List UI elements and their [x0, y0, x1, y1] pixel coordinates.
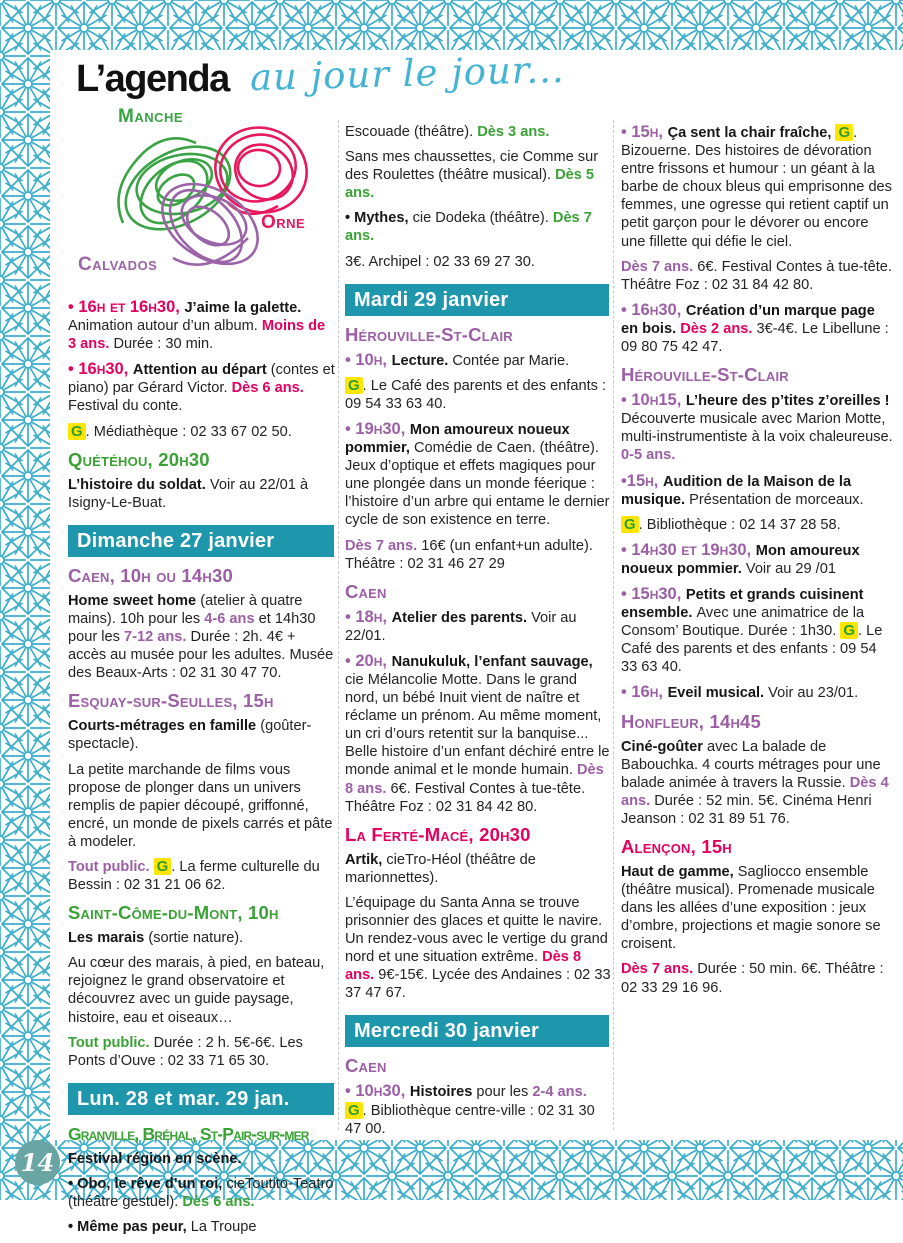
- gratuit-badge: G: [345, 377, 363, 394]
- text-segment: (goûter-spectacle).: [68, 718, 312, 753]
- text-segment: 7-12 ans.: [123, 629, 191, 646]
- column-divider: [613, 120, 614, 1130]
- event-paragraph: [68, 1218, 336, 1236]
- event-paragraph: [345, 894, 611, 1003]
- text-segment: Avec une animatrice de la Consom’ Boutique. Durée : 1h30.: [621, 605, 865, 640]
- event-paragraph: [68, 360, 336, 415]
- event-paragraph: [68, 954, 336, 1026]
- text-segment: Lecture.: [391, 352, 453, 369]
- event-paragraph: [68, 761, 336, 851]
- event-paragraph: [345, 123, 611, 141]
- event-paragraph: [345, 652, 611, 816]
- agenda-column-2: [345, 117, 611, 1145]
- text-segment: 3€. Archipel : 02 33 69 27 30.: [345, 253, 535, 270]
- text-segment: Audition de la Maison de la musique.: [621, 473, 852, 508]
- event-paragraph: [68, 1034, 336, 1070]
- text-segment: Dès 6 ans.: [231, 380, 304, 397]
- text-segment: Courts-métrages en famille: [68, 718, 261, 735]
- page-number-badge: 14: [15, 1140, 60, 1185]
- event-paragraph: [621, 301, 893, 356]
- text-segment: L’équipage du Santa Anna se trouve prisonnier des glaces et quitte le navire. Un rendez-vous avec le vertige du grand nord et une situation extrême.: [345, 894, 608, 966]
- gratuit-badge: G: [835, 124, 853, 141]
- event-paragraph: [68, 717, 336, 753]
- text-segment: Durée : 52 min. 5€. Cinéma Henri Jeanson : 02 31 89 51 76.: [621, 792, 872, 827]
- venue-header: Caen: [345, 1055, 387, 1077]
- text-segment: • 10h30,: [345, 1082, 410, 1101]
- venue-header: Quétéhou, 20h30: [68, 448, 210, 470]
- text-segment: • 15h,: [621, 123, 668, 141]
- venue-header: La Ferté-Macé, 20h30: [345, 823, 531, 845]
- event-paragraph: [621, 516, 893, 534]
- text-segment: J’aime la galette.: [184, 300, 302, 316]
- event-paragraph: [345, 148, 611, 202]
- day-header: Mardi 29 janvier: [345, 284, 609, 316]
- map-label-calvados: Calvados: [78, 254, 158, 275]
- text-segment: cieTro-Héol (théâtre de marionnettes).: [345, 851, 536, 886]
- text-segment: La Troupe: [190, 1219, 257, 1236]
- text-segment: Tout public.: [68, 1034, 154, 1051]
- day-header: Lun. 28 et mar. 29 jan.: [68, 1083, 334, 1115]
- text-segment: cie Dodeka (théâtre).: [412, 210, 553, 227]
- day-header: Dimanche 27 janvier: [68, 525, 334, 557]
- text-segment: • 16h et 16h30,: [68, 298, 185, 316]
- column-divider: [338, 120, 339, 1130]
- event-paragraph: [68, 858, 336, 894]
- venue-header: Hérouville-St-Clair: [621, 364, 789, 386]
- text-segment: •15h,: [621, 471, 663, 490]
- text-segment: Nanukuluk, l’enfant sauvage,: [391, 653, 593, 670]
- text-segment: Dès 2 ans.: [680, 320, 757, 337]
- text-segment: Mon amoureux noueux pommier,: [345, 421, 570, 457]
- event-paragraph: [68, 476, 336, 512]
- event-paragraph: [345, 420, 611, 530]
- venue-header: Caen: [345, 580, 387, 602]
- gratuit-badge: G: [68, 423, 86, 440]
- text-segment: Dès 7 ans.: [621, 258, 698, 275]
- text-segment: Festival région en scène.: [68, 1150, 242, 1167]
- text-segment: Mon amoureux noueux pommier.: [621, 542, 860, 577]
- text-segment: • 16h30,: [621, 300, 686, 319]
- text-segment: • 16h30,: [68, 360, 133, 379]
- page-title: L’agenda: [76, 58, 229, 100]
- text-segment: Comédie de Caen. (théâtre). Jeux d’optique et effets magiques pour une plongée dans un monde féerique : l’histoire d’un arbre qui entame le dernier cycle de son existence en terre.: [345, 440, 610, 529]
- text-segment: Création d’un marque page en bois.: [621, 302, 875, 337]
- event-paragraph: [621, 585, 893, 676]
- text-segment: Tout public.: [68, 858, 154, 875]
- event-paragraph: [621, 472, 893, 509]
- text-segment: • Même pas peur,: [68, 1219, 191, 1236]
- text-segment: Dès 8 ans.: [345, 949, 582, 984]
- text-segment: 0-5 ans.: [621, 447, 676, 464]
- text-segment: (sortie nature).: [148, 930, 244, 947]
- text-segment: • 14h30 et 19h30,: [621, 540, 756, 559]
- text-segment: Histoires: [409, 1084, 477, 1101]
- text-segment: (contes et piano) par Gérard Victor.: [68, 362, 335, 397]
- event-paragraph: [345, 351, 611, 370]
- text-segment: . Bibliothèque : 02 14 37 28 58.: [638, 516, 841, 533]
- day-header: Mercredi 30 janvier: [345, 1015, 609, 1047]
- manche-scribble: [112, 130, 245, 246]
- text-segment: Escouade (théâtre).: [345, 124, 478, 140]
- event-paragraph: [68, 1150, 336, 1168]
- text-segment: La petite marchande de films vous propose de plonger dans un univers remplis de papier découpé, griffonné, encré, un monde de pixels carrés et pâte à modeler.: [68, 761, 333, 850]
- text-segment: . Bizouerne. Des histoires de dévoration entre frissons et humour : un géant à la barbe de choux bleus qui emprisonne des femmes, une ogresse qui retient captif un petit garçon pour le dévorer ou encore une fillette qui défie le ciel.: [621, 125, 892, 250]
- text-segment: Voir au 23/01.: [768, 685, 859, 702]
- text-segment: 6€. Festival Contes à tue-tête. Théâtre Foz : 02 31 84 42 80.: [345, 780, 586, 815]
- event-paragraph: [345, 1082, 611, 1137]
- venue-header: Esquay-sur-Seulles, 15h: [68, 690, 274, 712]
- text-segment: Home sweet home: [68, 592, 201, 609]
- text-segment: Les marais: [68, 930, 149, 947]
- text-segment: cieToutito-Teatro (théâtre gestuel).: [68, 1175, 334, 1210]
- venue-header: Caen, 10h ou 14h30: [68, 564, 233, 586]
- venue-header: Hérouville-St-Clair: [345, 323, 513, 345]
- event-paragraph: [68, 592, 336, 682]
- text-segment: 6€. Festival Contes à tue-tête. Théâtre Foz : 02 31 84 42 80.: [621, 258, 892, 293]
- text-segment: Festival du conte.: [68, 398, 183, 415]
- orne-scribble: [204, 116, 317, 224]
- event-paragraph: [345, 209, 611, 245]
- venue-header: Honfleur, 14h45: [621, 710, 762, 732]
- text-segment: cie Mélancolie Motte. Dans le grand nord, un bébé Inuit vient de naître et réclame un prénom. Au même moment, un cri d’ours retentit sur la banquise... Belle histoire d’un enfant déchiré entre le monde animal et le monde humain.: [345, 671, 610, 779]
- text-segment: pour les: [476, 1084, 533, 1101]
- text-segment: 3€-4€. Le Libellune : 09 80 75 42 47.: [621, 320, 889, 356]
- venue-header: Saint-Côme-du-Mont, 10h: [68, 902, 279, 924]
- event-paragraph: [68, 1175, 336, 1211]
- text-segment: Voir au 22/01 à Isigny-Le-Buat.: [68, 476, 309, 511]
- text-segment: L’heure des p’tites z’oreilles !: [685, 393, 890, 410]
- text-segment: Sagliocco ensemble (théâtre musical). Promenade musicale dans les allées d’une exposition : jeux d’ombre, projections et magie sonore se croisent.: [621, 864, 881, 953]
- text-segment: Attention au départ: [132, 362, 271, 379]
- event-paragraph: [345, 851, 611, 887]
- text-segment: Voir au 22/01.: [345, 609, 577, 644]
- text-segment: . Le Café des parents et des enfants : 09 54 33 63 40.: [345, 377, 607, 412]
- agenda-column-3: [621, 117, 893, 1004]
- text-segment: Artik,: [345, 851, 387, 868]
- event-paragraph: [345, 537, 611, 573]
- text-segment: • 16h,: [621, 683, 668, 702]
- event-paragraph: [68, 423, 336, 441]
- text-segment: Durée : 30 min.: [113, 336, 214, 353]
- text-segment: Durée : 2 h. 5€-6€. Les Ponts d’Ouve : 02 33 71 65 30.: [68, 1034, 303, 1069]
- text-segment: Atelier des parents.: [391, 609, 532, 626]
- text-segment: Petits et grands cuisinent ensemble.: [621, 586, 864, 622]
- event-paragraph: [621, 738, 893, 828]
- gratuit-badge: G: [840, 622, 858, 639]
- page-subtitle-script: au jour le jour...: [249, 47, 566, 100]
- text-segment: Haut de gamme,: [621, 864, 738, 880]
- event-paragraph: [68, 298, 336, 353]
- text-segment: • 15h30,: [621, 584, 686, 603]
- text-segment: • Mythes,: [345, 210, 413, 227]
- text-segment: • 18h,: [345, 607, 392, 626]
- text-segment: Dès 8 ans.: [345, 762, 604, 797]
- event-paragraph: [345, 253, 611, 271]
- text-segment: • 20h,: [345, 651, 392, 670]
- text-segment: Eveil musical.: [667, 685, 769, 702]
- text-segment: 4-6 ans: [204, 610, 259, 627]
- text-segment: Animation autour d’un album.: [68, 318, 262, 335]
- gratuit-badge: G: [154, 858, 172, 875]
- text-segment: Durée : 2h. 4€ + accès au musée pour les adultes. Musée des Beaux-Arts : 02 31 30 47 70.: [68, 629, 334, 682]
- venue-header: Alençon, 15h: [621, 836, 732, 857]
- text-segment: . Bibliothèque centre-ville : 02 31 30 47 00.: [345, 1102, 595, 1137]
- text-segment: . Médiathèque : 02 33 67 02 50.: [85, 423, 292, 440]
- text-segment: 2-4 ans.: [532, 1084, 587, 1101]
- text-segment: Dès 7 ans.: [345, 210, 592, 245]
- gratuit-badge: G: [621, 516, 639, 533]
- text-segment: Dès 7 ans.: [621, 961, 698, 978]
- text-segment: L’histoire du soldat.: [68, 476, 210, 493]
- text-segment: . La ferme culturelle du Bessin : 02 31 21 06 62.: [68, 858, 320, 894]
- text-segment: • Obo, le rêve d’un roi,: [68, 1175, 227, 1192]
- event-paragraph: [345, 608, 611, 645]
- map-label-orne: Orne: [261, 212, 306, 233]
- event-paragraph: [621, 683, 893, 702]
- event-paragraph: [621, 863, 893, 953]
- agenda-column-1: [68, 292, 336, 1243]
- text-segment: Ça sent la chair fraîche,: [667, 125, 836, 141]
- text-segment: 16€ (un enfant+un adulte). Théâtre : 02 31 46 27 29: [345, 537, 593, 572]
- text-segment: • 19h30,: [345, 419, 410, 438]
- map-label-manche: Manche: [118, 106, 184, 127]
- text-segment: Durée : 50 min. 6€. Théâtre : 02 33 29 16 96.: [621, 961, 884, 996]
- text-segment: Dès 7 ans.: [345, 537, 422, 554]
- event-paragraph: [621, 960, 893, 996]
- text-segment: Contée par Marie.: [452, 352, 570, 369]
- text-segment: 9€-15€. Lycée des Andaines : 02 33 37 47 67.: [345, 967, 611, 1002]
- text-segment: • 10h15,: [621, 391, 686, 410]
- text-segment: et 14h30 pour les: [68, 610, 316, 646]
- text-segment: avec La balade de Babouchka. 4 courts métrages pour une balade animée à travers la Russie.: [621, 738, 881, 791]
- gratuit-badge: G: [345, 1102, 363, 1119]
- text-segment: Voir au 29 /01: [745, 560, 836, 577]
- event-paragraph: [68, 929, 336, 947]
- text-segment: Dès 3 ans.: [477, 124, 550, 140]
- venue-header: Granville, Bréhal, St-Pair-sur-mer: [68, 1123, 309, 1144]
- event-paragraph: [621, 391, 893, 464]
- region-scribble-map: [78, 108, 340, 288]
- text-segment: Ciné-goûter: [621, 738, 707, 755]
- event-paragraph: [621, 258, 893, 294]
- text-segment: Dès 5 ans.: [345, 167, 595, 202]
- text-segment: Dès 4 ans.: [621, 774, 889, 809]
- event-paragraph: [621, 123, 893, 251]
- text-segment: Découverte musicale avec Marion Motte, multi-instrumentiste à la voix chaleureuse.: [621, 411, 893, 446]
- text-segment: Sans mes chaussettes, cie Comme sur des Roulettes (théâtre musical).: [345, 149, 599, 184]
- text-segment: Présentation de morceaux.: [689, 491, 864, 508]
- event-paragraph: [345, 377, 611, 413]
- event-paragraph: [621, 541, 893, 578]
- text-segment: Dès 6 ans.: [182, 1194, 255, 1210]
- text-segment: • 10h,: [345, 350, 392, 369]
- text-segment: Moins de 3 ans.: [68, 318, 326, 353]
- text-segment: . Le Café des parents et des enfants : 09 54 33 63 40.: [621, 623, 883, 676]
- text-segment: (atelier à quatre mains). 10h pour les: [68, 592, 303, 627]
- text-segment: Au cœur des marais, à pied, en bateau, rejoignez le grand observatoire et découvrez avec un guide paysage, histoire, eau et oiseaux…: [68, 955, 325, 1026]
